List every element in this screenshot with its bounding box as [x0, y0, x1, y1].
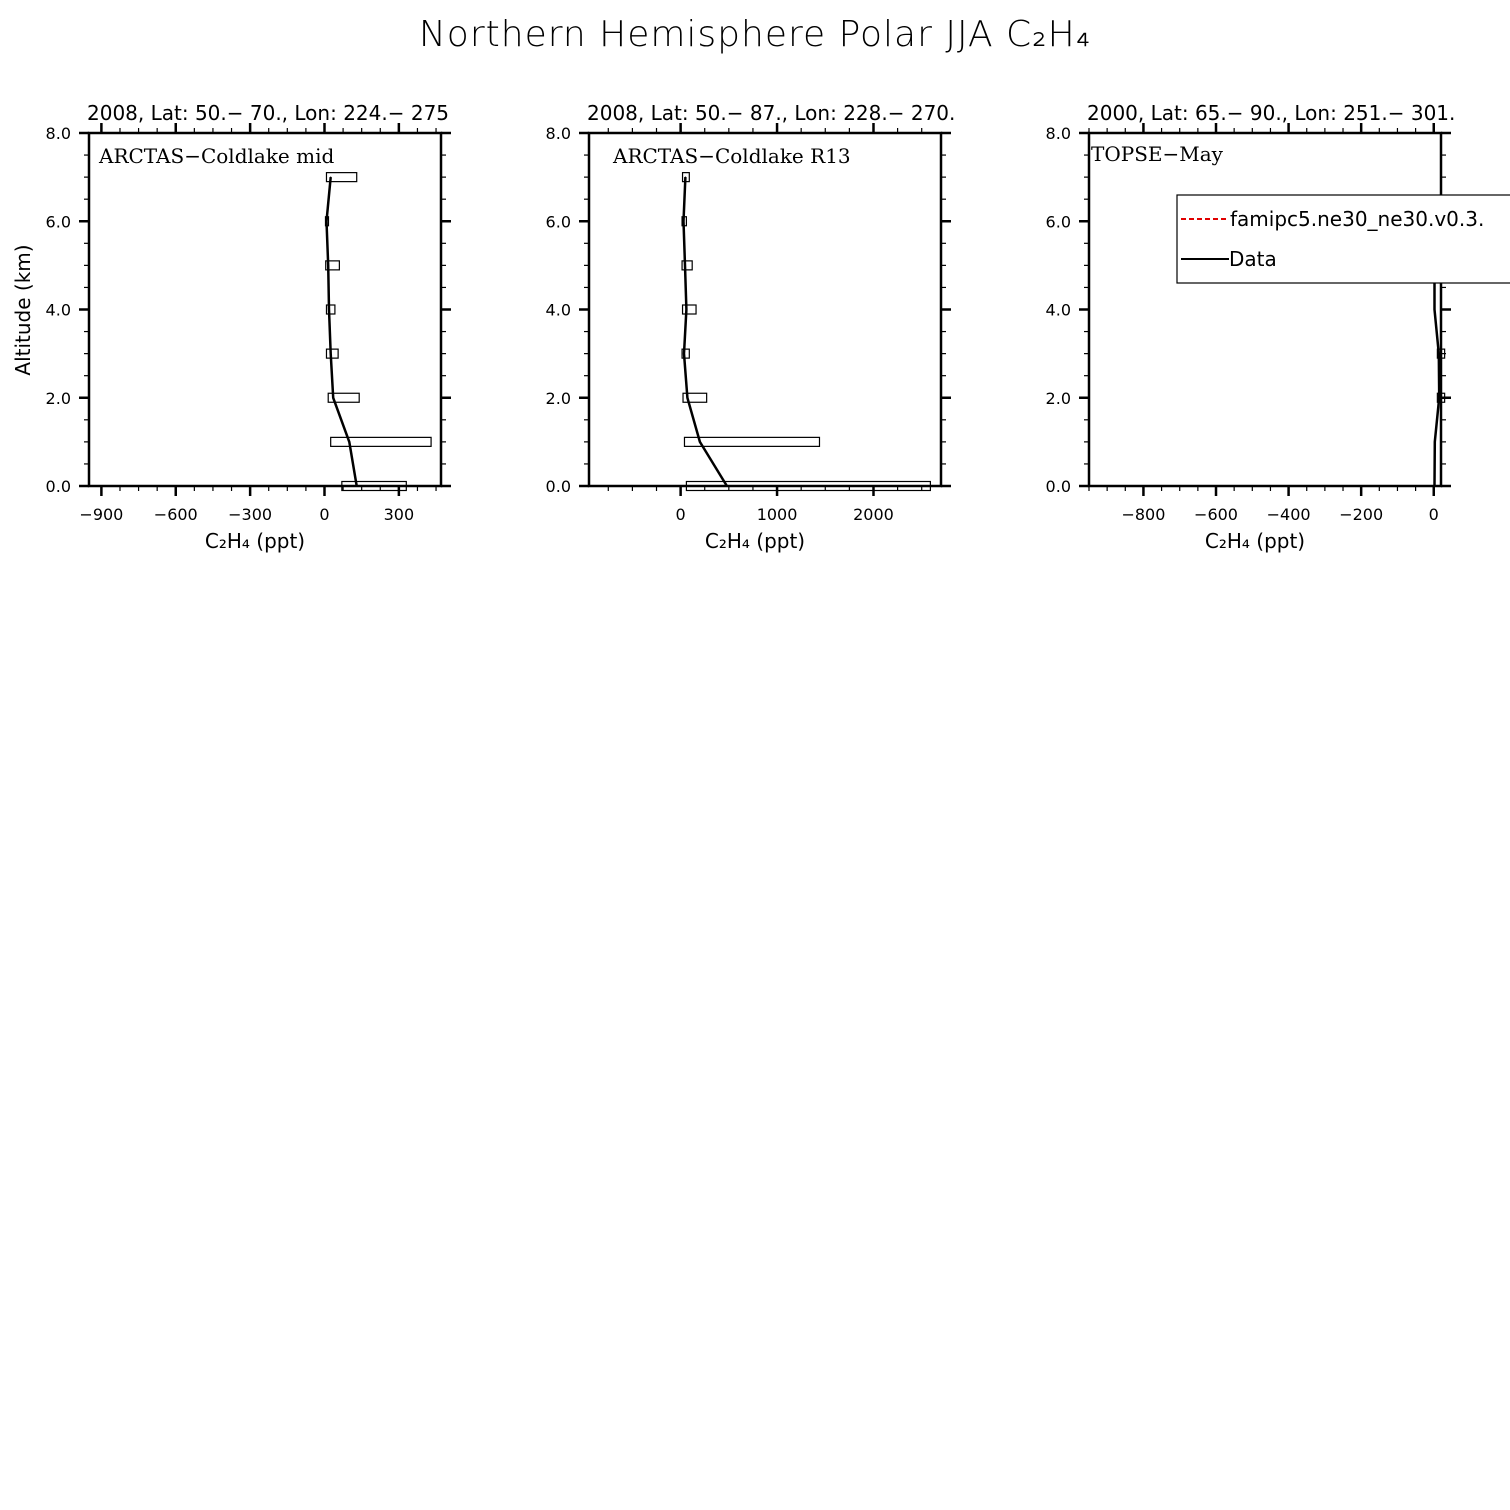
x-tick-label: −400	[1266, 505, 1311, 524]
x-axis-title: C₂H₄ (ppt)	[1204, 529, 1306, 553]
data-point	[686, 309, 687, 310]
panel-label: ARCTAS−Coldlake mid	[99, 144, 335, 168]
y-axis-title: Altitude (km)	[11, 244, 35, 376]
y-tick-label: 6.0	[545, 212, 571, 232]
x-tick-label: −600	[153, 505, 198, 524]
x-tick-label: 300	[383, 505, 415, 524]
data-point	[726, 485, 727, 486]
data-point	[356, 485, 357, 486]
legend	[1177, 195, 1510, 283]
y-tick-label: 0.0	[545, 477, 571, 496]
x-axis-title: C₂H₄ (ppt)	[204, 529, 306, 553]
panel-label: ARCTAS−Coldlake R13	[613, 144, 851, 168]
data-point	[328, 265, 329, 266]
data-point	[1434, 485, 1435, 486]
data-point	[687, 397, 688, 398]
data-point	[1434, 309, 1435, 310]
data-point	[330, 353, 331, 354]
data-point	[699, 441, 700, 442]
data-point	[1439, 397, 1440, 398]
x-tick-label: 2000	[853, 505, 894, 524]
x-tick-label: −300	[228, 505, 273, 524]
data-point	[684, 265, 685, 266]
data-point	[683, 353, 684, 354]
data-point	[1434, 441, 1435, 442]
y-tick-label: 0.0	[1045, 477, 1071, 496]
panel-label: TOPSE−May	[1091, 142, 1223, 166]
y-tick-label: 8.0	[45, 124, 71, 143]
y-tick-label: 8.0	[545, 124, 571, 143]
y-tick-label: 4.0	[1045, 300, 1071, 320]
x-tick-label: 1000	[756, 505, 798, 524]
y-tick-label: 2.0	[545, 388, 571, 408]
figure-title: Northern Hemisphere Polar JJA C₂H₄	[418, 14, 1092, 55]
data-point	[349, 441, 350, 442]
data-point	[683, 221, 684, 222]
y-tick-label: 6.0	[1045, 212, 1071, 232]
legend-data-label: Data	[1229, 247, 1277, 271]
x-tick-label: −800	[1121, 505, 1166, 524]
x-tick-label: 0	[675, 505, 686, 524]
data-point	[326, 221, 327, 222]
panel-subtitle: 2000, Lat: 65.− 90., Lon: 251.− 301.	[1087, 101, 1456, 125]
y-tick-label: 4.0	[45, 300, 71, 320]
y-tick-label: 4.0	[545, 300, 571, 320]
y-tick-label: 6.0	[45, 212, 71, 232]
data-point	[330, 177, 331, 178]
x-tick-label: −200	[1339, 505, 1384, 524]
x-tick-label: 0	[319, 505, 330, 524]
data-point	[328, 309, 329, 310]
panel-subtitle: 2008, Lat: 50.− 70., Lon: 224.− 275	[87, 101, 450, 125]
x-tick-label: −900	[79, 505, 124, 524]
y-tick-label: 8.0	[1045, 124, 1071, 143]
y-tick-label: 0.0	[45, 477, 71, 496]
data-point	[1438, 353, 1439, 354]
y-tick-label: 2.0	[1045, 388, 1071, 408]
x-tick-label: 0	[1428, 505, 1439, 524]
x-tick-label: −600	[1194, 505, 1238, 524]
data-point	[685, 177, 686, 178]
data-point	[333, 397, 334, 398]
x-axis-title: C₂H₄ (ppt)	[704, 529, 806, 553]
legend-model-label: famipc5.ne30_ne30.v0.3.	[1230, 207, 1485, 231]
panel-subtitle: 2008, Lat: 50.− 87., Lon: 228.− 270.	[587, 101, 956, 125]
y-tick-label: 2.0	[45, 388, 71, 408]
